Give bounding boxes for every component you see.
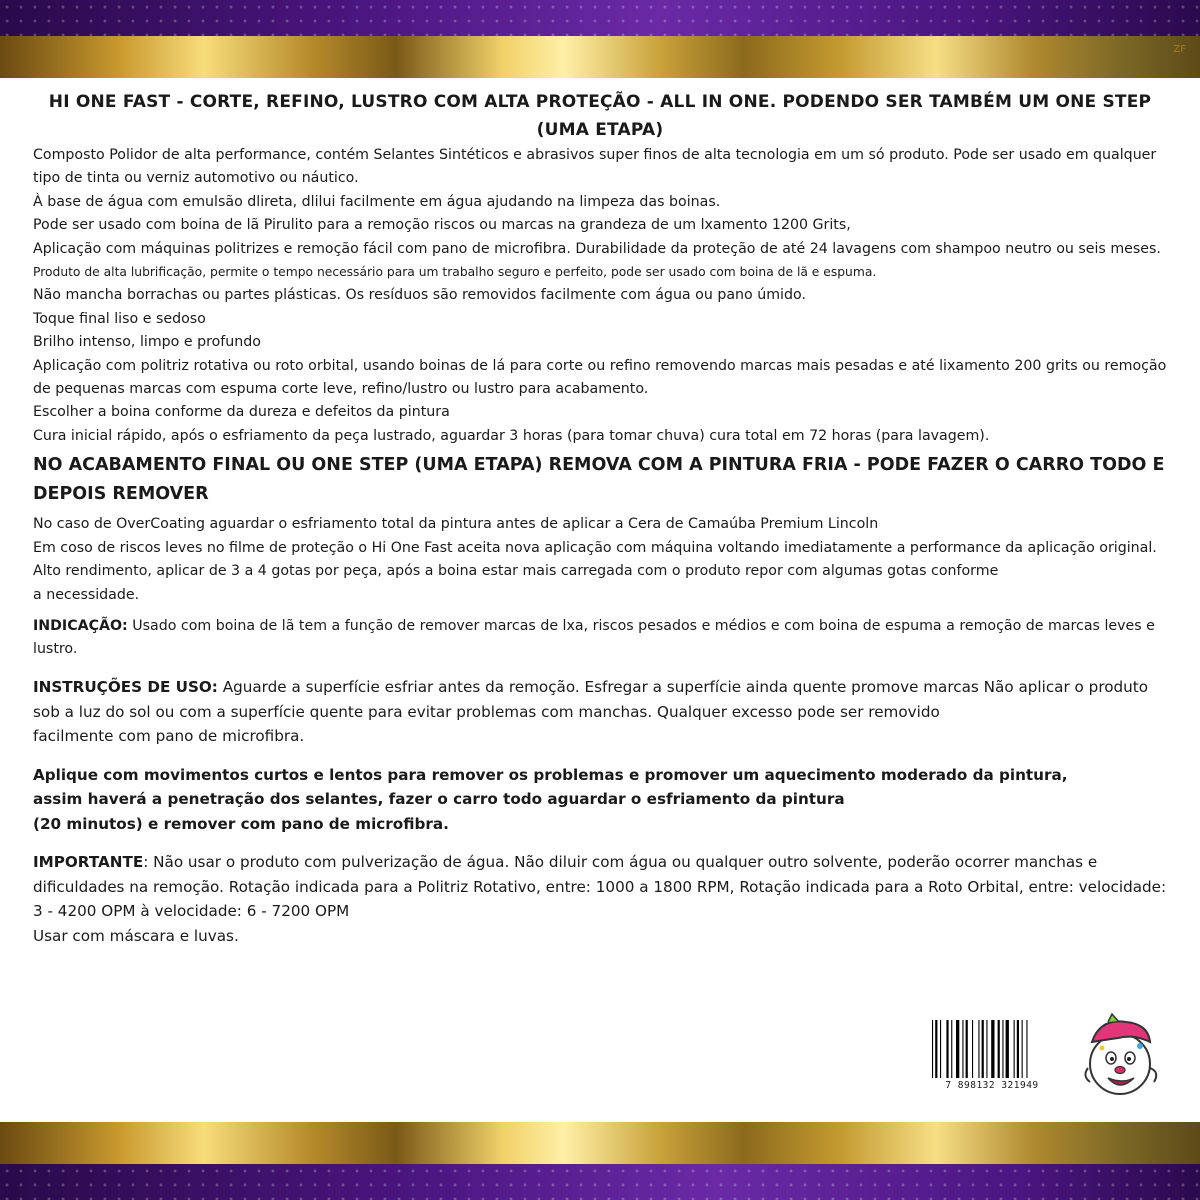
description-line: Cura inicial rápido, após o esfriamento da peça lustrado, aguardar 3 horas (para tomar chuva) cura total em 72 horas (para lavagem). — [33, 427, 990, 444]
reapply-note: Em coso de riscos leves no filme de proteção o Hi One Fast aceita nova aplicação com máquina voltando imediatamente a performance da aplicação original. — [33, 539, 1157, 556]
yield-note-line1: Alto rendimento, aplicar de 3 a 4 gotas por peça, após a boina estar mais carregada com o produto repor com algumas gotas conforme — [33, 563, 999, 580]
description-line: Produto de alta lubrificação, permite o tempo necessário para um trabalho seguro e perfeito, pode ser usado com boina de lã e espuma. — [33, 265, 877, 280]
barcode-bar — [962, 1020, 963, 1078]
barcode-bar — [1022, 1020, 1023, 1078]
instrucoes-block — [33, 675, 1167, 749]
aplique-line1: Aplique com movimentos curtos e lentos para remover os problemas e promover um aquecimento moderado da pintura, — [33, 765, 1068, 784]
barcode-bar — [932, 1020, 933, 1078]
indicacao-text: Usado com boina de lã tem a função de remover marcas de lxa, riscos pesados e médios e com boina de espuma a remoção de marcas leves e lustro. — [33, 617, 1155, 657]
description-line: Aplicação com máquinas politrizes e remoção fácil com pano de microfibra. Durabilidade da proteção de até 24 lavagens com shampoo neutro ou seis meses. — [33, 240, 1161, 257]
overcoating-note: No caso de OverCoating aguardar o esfriamento total da pintura antes de aplicar a Cera de Camaúba Premium Lincoln — [33, 516, 879, 533]
barcode-bar — [972, 1020, 973, 1078]
barcode-bar — [940, 1020, 941, 1078]
importante-paragraph — [33, 850, 1167, 924]
barcode-bar — [1006, 1020, 1009, 1078]
notes-block — [33, 513, 1167, 607]
description-block — [33, 144, 1167, 448]
barcode-bar — [951, 1020, 952, 1078]
description-line: Pode ser usado com boina de lã Pirulito para a remoção riscos ou marcas na grandeza de um lxamento 1200 Grits, — [33, 217, 851, 234]
mascot-logo-icon — [1078, 1012, 1162, 1102]
barcode-bar — [1026, 1020, 1027, 1078]
description-line: Aplicação com politriz rotativa ou roto orbital, usando boinas de lá para corte ou refino removendo marcas mais pesadas e até lixamento 200 grits ou remoção de pequenas marcas com espuma corte leve, refino/lustro ou lustro para acabamento. — [33, 357, 1167, 398]
barcode-bar — [998, 1020, 1000, 1078]
barcode-bar — [966, 1020, 968, 1078]
instrucoes-text-2: facilmente com pano de microfibra. — [33, 727, 305, 746]
importante-text: : Não usar o produto com pulverização de água. Não diluir com água ou qualquer outro solvente, poderão ocorrer manchas e dificuldades na remoção. Rotação indicada para a Politriz Rotativo, entre: 1000 a 1800 RPM, Rotação indicada para a Roto Orbital, entre: velocidade: 3 - 4200 OPM à velocidade: 6 - 7200 OPM — [33, 853, 1167, 921]
barcode-bar — [946, 1020, 948, 1078]
bottom-purple-band — [0, 1164, 1200, 1200]
product-description-content — [33, 88, 1167, 948]
indicacao-paragraph — [33, 615, 1167, 661]
barcode-bar — [956, 1020, 959, 1078]
description-line: Brilho intenso, limpo e profundo — [33, 334, 261, 351]
instrucoes-label: INSTRUÇÕES DE USO: — [33, 678, 218, 697]
barcode-bar — [1014, 1020, 1015, 1078]
importante-label: IMPORTANTE — [33, 853, 144, 872]
description-line: Escolher a boina conforme da dureza e defeitos da pintura — [33, 404, 450, 421]
barcode-bar — [935, 1020, 937, 1078]
barcode-bar — [982, 1020, 984, 1078]
description-line: À base de água com emulsão dlireta, dlilui facilmente em água ajudando na limpeza das boinas. — [33, 193, 721, 210]
top-gold-band — [0, 36, 1200, 78]
barcode-bar — [1002, 1020, 1003, 1078]
barcode-bar — [978, 1020, 979, 1078]
description-line: Toque final liso e sedoso — [33, 310, 206, 327]
yield-note-line2: a necessidade. — [33, 586, 140, 603]
importante-text-2: Usar com máscara e luvas. — [33, 926, 239, 945]
aplique-block — [33, 763, 1167, 837]
aplique-line2: assim haverá a penetração dos selantes, fazer o carro todo aguardar o esfriamento da pintura — [33, 790, 845, 809]
section-subtitle: NO ACABAMENTO FINAL OU ONE STEP (UMA ETAPA) REMOVA COM A PINTURA FRIA - PODE FAZER O CARRO TODO E DEPOIS REMOVER — [33, 455, 1165, 505]
barcode-bar — [1017, 1020, 1019, 1078]
aplique-line3: (20 minutos) e remover com pano de microfibra. — [33, 814, 449, 833]
corner-logo-mark: ZF — [1173, 44, 1186, 55]
page-title: HI ONE FAST - CORTE, REFINO, LUSTRO COM ALTA PROTEÇÃO - ALL IN ONE. PODENDO SER TAMBÉM UM ONE STEP (UMA ETAPA) — [48, 92, 1152, 140]
description-line: Composto Polidor de alta performance, contém Selantes Sintéticos e abrasivos super finos de alta tecnologia em um só produto. Pode ser usado em qualquer tipo de tinta ou verniz automotivo ou náutico. — [33, 147, 1157, 187]
instrucoes-paragraph — [33, 675, 1167, 724]
description-line: Não mancha borrachas ou partes plásticas. Os resíduos são removidos facilmente com água ou pano úmido. — [33, 287, 806, 304]
barcode-number: 7 898132 321949 — [928, 1080, 1056, 1091]
importante-block — [33, 850, 1167, 948]
top-purple-band — [0, 0, 1200, 36]
bottom-gold-band — [0, 1122, 1200, 1164]
indicacao-label: INDICAÇÃO: — [33, 617, 128, 634]
barcode-bar — [986, 1020, 987, 1078]
instrucoes-text: Aguarde a superfície esfriar antes da remoção. Esfregar a superfície ainda quente promove marcas Não aplicar o produto sob a luz do sol ou com a superfície quente para evitar problemas com manchas. Qualquer excesso pode ser removido — [33, 678, 1149, 721]
barcode-bar — [991, 1020, 994, 1078]
